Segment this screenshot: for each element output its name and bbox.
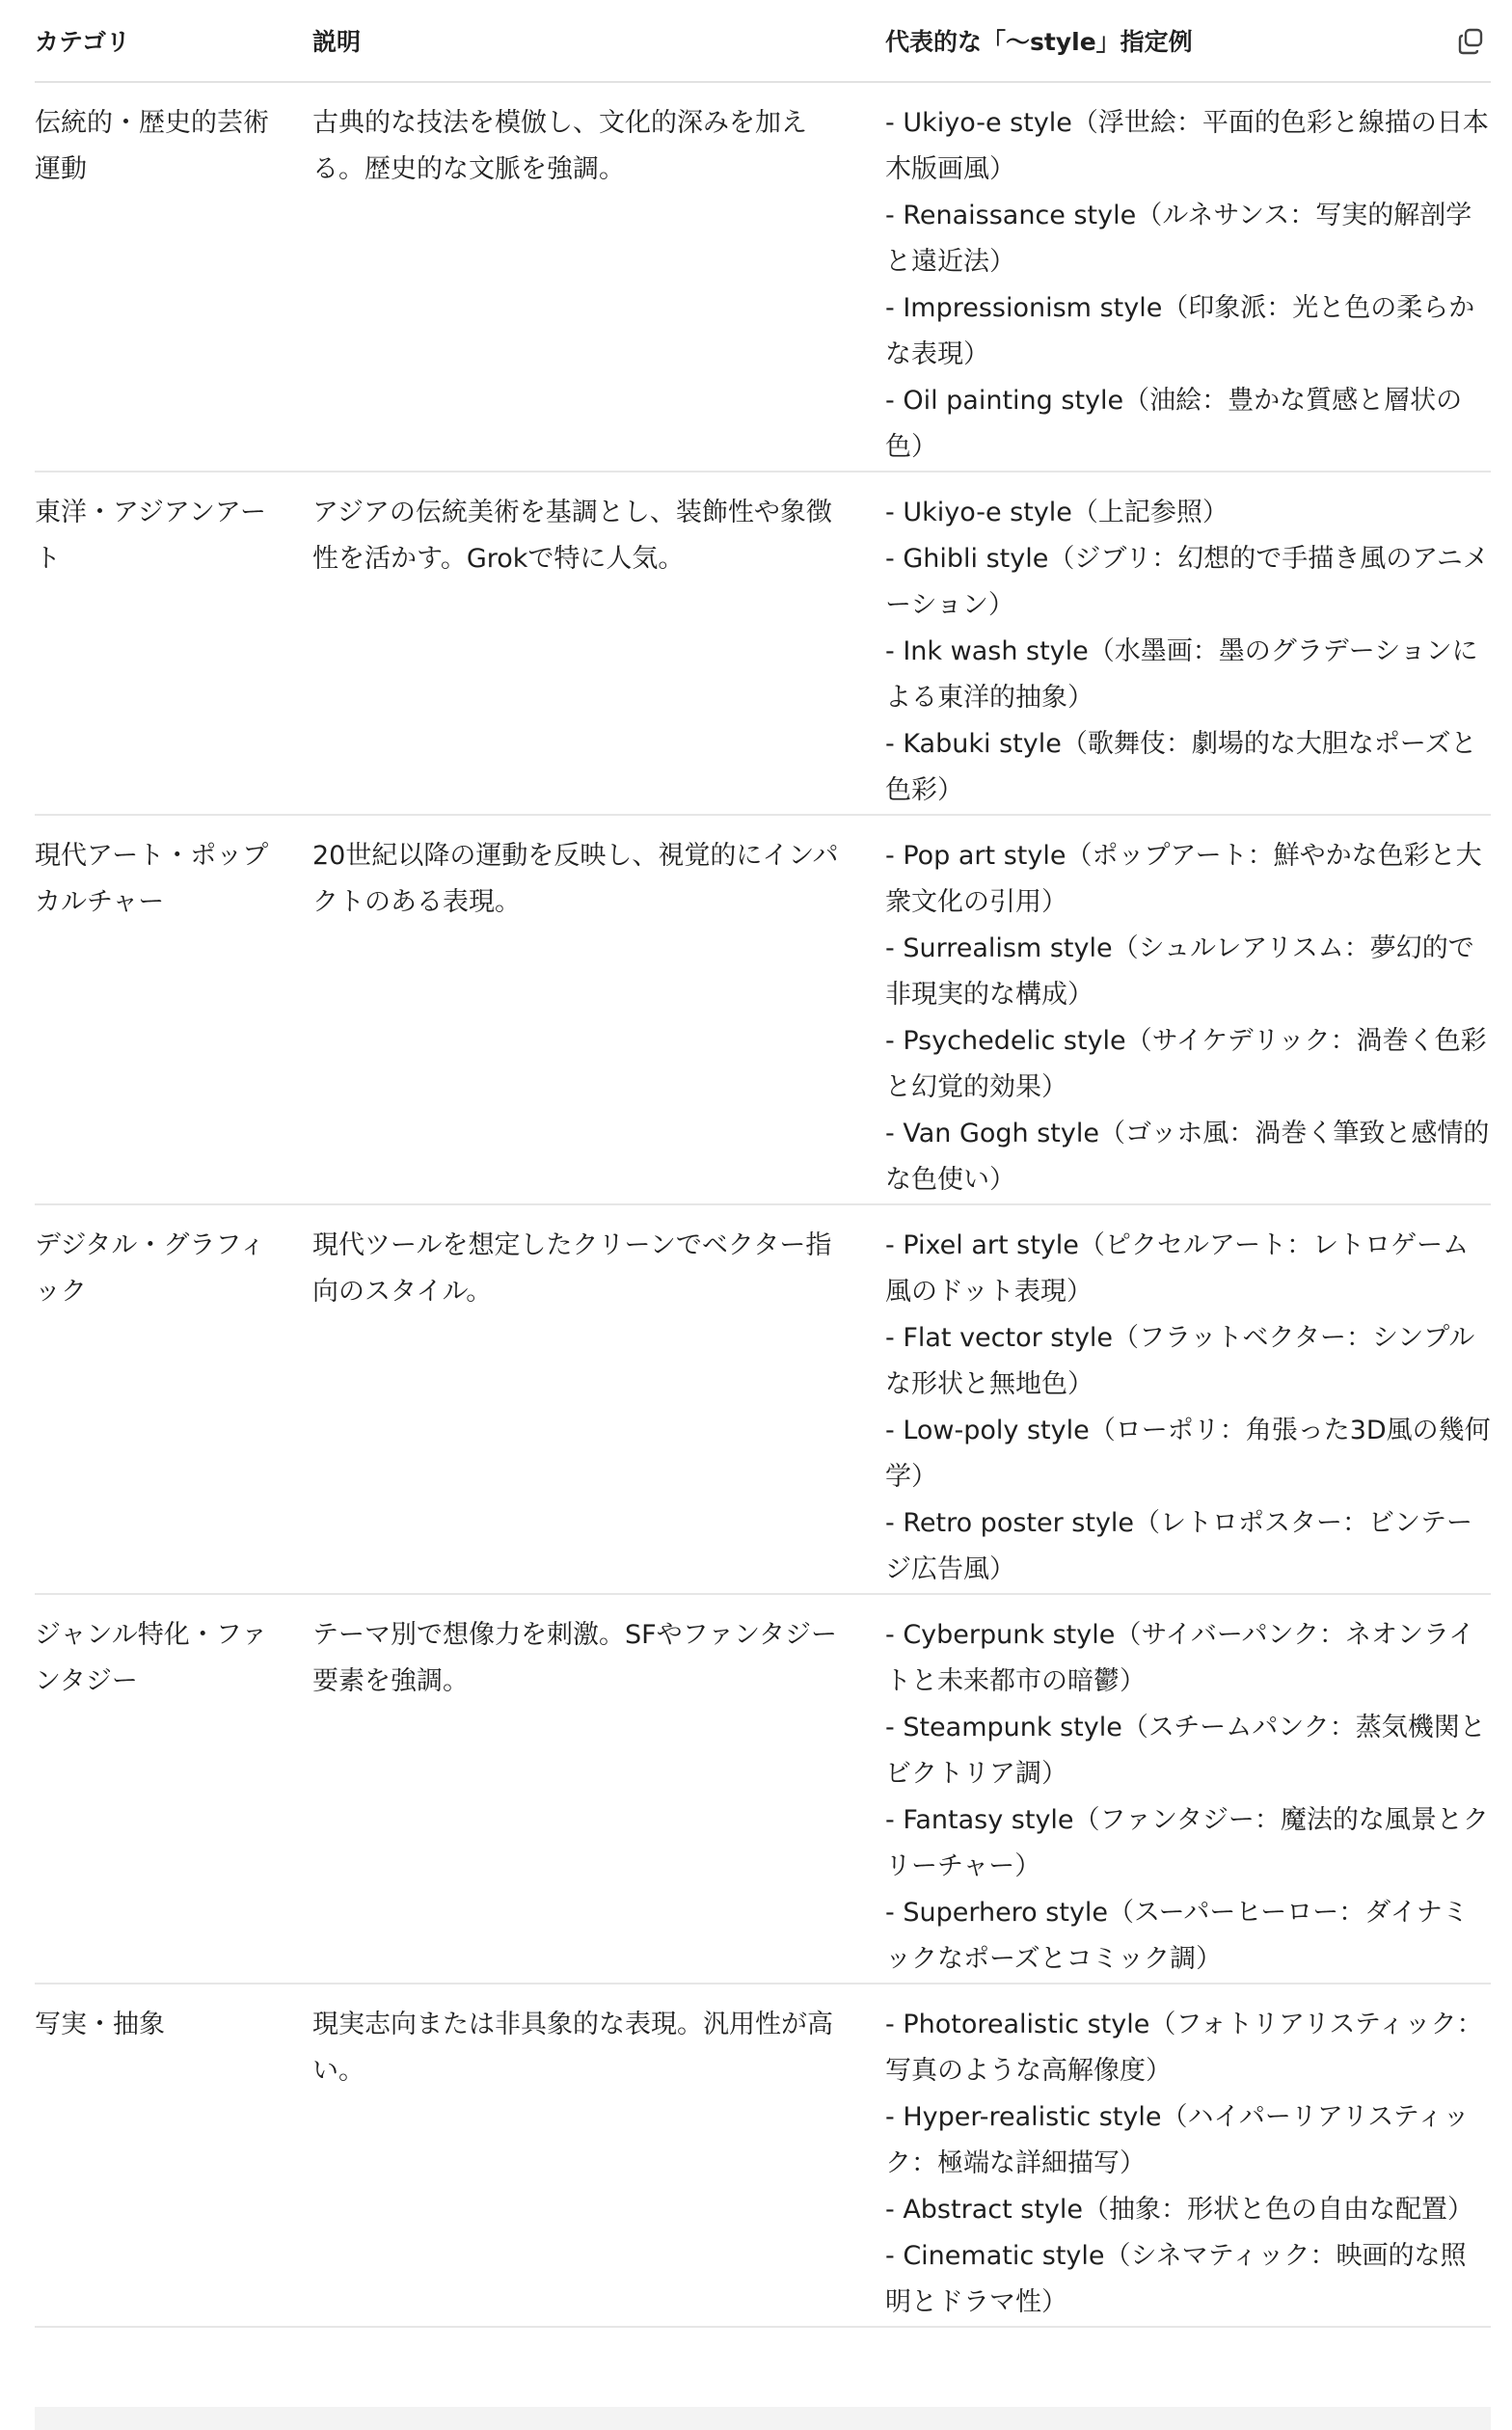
category-cell: 現代アート・ポップカルチャー [35, 815, 312, 1204]
example-item: - Pop art style（ポップアート：鮮やかな色彩と大衆文化の引用） [885, 841, 1482, 917]
example-item: - Steampunk style（スチームパンク：蒸気機関とビクトリア調） [885, 1713, 1486, 1789]
description-cell: 現実志向または非具象的な表現。汎用性が高い。 [312, 1984, 885, 2327]
examples-cell [885, 1594, 1491, 1984]
examples-cell [885, 1984, 1491, 2327]
header-description: 説明 [312, 0, 885, 82]
example-item: - Flat vector style（フラットベクター：シンプルな形状と無地色） [885, 1323, 1475, 1399]
example-item: - Fantasy style（ファンタジー：魔法的な風景とクリーチャー） [885, 1805, 1489, 1881]
description-cell: アジアの伝統美術を基調とし、装飾性や象徴性を活かす。Grokで特に人気。 [312, 472, 885, 815]
header-row [35, 0, 1491, 82]
header-category: カテゴリ [35, 0, 312, 82]
example-item: - Van Gogh style（ゴッホ風：渦巻く筆致と感情的な色使い） [885, 1119, 1490, 1195]
example-item: - Hyper-realistic style（ハイパーリアリスティック：極端な詳細描写） [885, 2102, 1470, 2178]
example-item: - Psychedelic style（サイケデリック：渦巻く色彩と幻覚的効果） [885, 1026, 1487, 1102]
header-examples-label: 代表的な「～style」指定例 [885, 28, 1193, 56]
header-examples [885, 0, 1491, 82]
examples-cell [885, 815, 1491, 1204]
example-item: - Oil painting style（油絵：豊かな質感と層状の色） [885, 386, 1463, 462]
example-item: - Retro poster style（レトロポスター：ビンテージ広告風） [885, 1508, 1473, 1584]
description-cell: 20世紀以降の運動を反映し、視覚的にインパクトのある表現。 [312, 815, 885, 1204]
example-item: - Photorealistic style（フォトリアリスティック：写真のような高解像度） [885, 2010, 1483, 2086]
description-cell: 現代ツールを想定したクリーンでベクター指向のスタイル。 [312, 1204, 885, 1594]
example-item: - Cinematic style（シネマティック：映画的な照明とドラマ性） [885, 2241, 1467, 2317]
example-item: - Ukiyo-e style（上記参照） [885, 498, 1228, 527]
table-row [35, 1984, 1491, 2327]
style-table [35, 0, 1491, 2328]
copy-button[interactable] [1456, 27, 1485, 56]
examples-cell [885, 82, 1491, 472]
table-body [35, 82, 1491, 2327]
example-item: - Ink wash style（水墨画：墨のグラデーションによる東洋的抽象） [885, 636, 1478, 713]
style-table-container [35, 0, 1491, 2328]
copy-icon [1456, 27, 1485, 56]
table-row [35, 472, 1491, 815]
category-cell: ジャンル特化・ファンタジー [35, 1594, 312, 1984]
category-cell: 伝統的・歴史的芸術運動 [35, 82, 312, 472]
category-cell: 写実・抽象 [35, 1984, 312, 2327]
example-item: - Surrealism style（シュルレアリスム：夢幻的で非現実的な構成） [885, 933, 1474, 1010]
example-item: - Superhero style（スーパーヒーロー：ダイナミックなポーズとコミック調） [885, 1898, 1469, 1974]
example-item: - Low-poly style（ローポリ：角張った3D風の幾何学） [885, 1416, 1491, 1492]
description-cell: テーマ別で想像力を刺激。SFやファンタジー要素を強調。 [312, 1594, 885, 1984]
example-item: - Kabuki style（歌舞伎：劇場的な大胆なポーズと色彩） [885, 729, 1477, 805]
example-item: - Renaissance style（ルネサンス：写実的解剖学と遠近法） [885, 201, 1472, 277]
example-item: - Abstract style（抽象：形状と色の自由な配置） [885, 2195, 1473, 2225]
table-row [35, 815, 1491, 1204]
example-item: - Pixel art style（ピクセルアート：レトロゲーム風のドット表現） [885, 1230, 1470, 1307]
table-header [35, 0, 1491, 82]
table-row [35, 1594, 1491, 1984]
example-item: - Ghibli style（ジブリ：幻想的で手描き風のアニメーション） [885, 544, 1489, 620]
table-row [35, 1204, 1491, 1594]
bottom-scroll-bar[interactable] [35, 2407, 1491, 2430]
example-item: - Impressionism style（印象派：光と色の柔らかな表現） [885, 293, 1475, 369]
examples-cell [885, 1204, 1491, 1594]
table-row [35, 82, 1491, 472]
examples-cell [885, 472, 1491, 815]
example-item: - Cyberpunk style（サイバーパンク：ネオンライトと未来都市の暗鬱） [885, 1620, 1475, 1696]
description-cell: 古典的な技法を模倣し、文化的深みを加える。歴史的な文脈を強調。 [312, 82, 885, 472]
category-cell: 東洋・アジアンアート [35, 472, 312, 815]
category-cell: デジタル・グラフィック [35, 1204, 312, 1594]
example-item: - Ukiyo-e style（浮世絵：平面的色彩と線描の日本木版画風） [885, 108, 1489, 184]
